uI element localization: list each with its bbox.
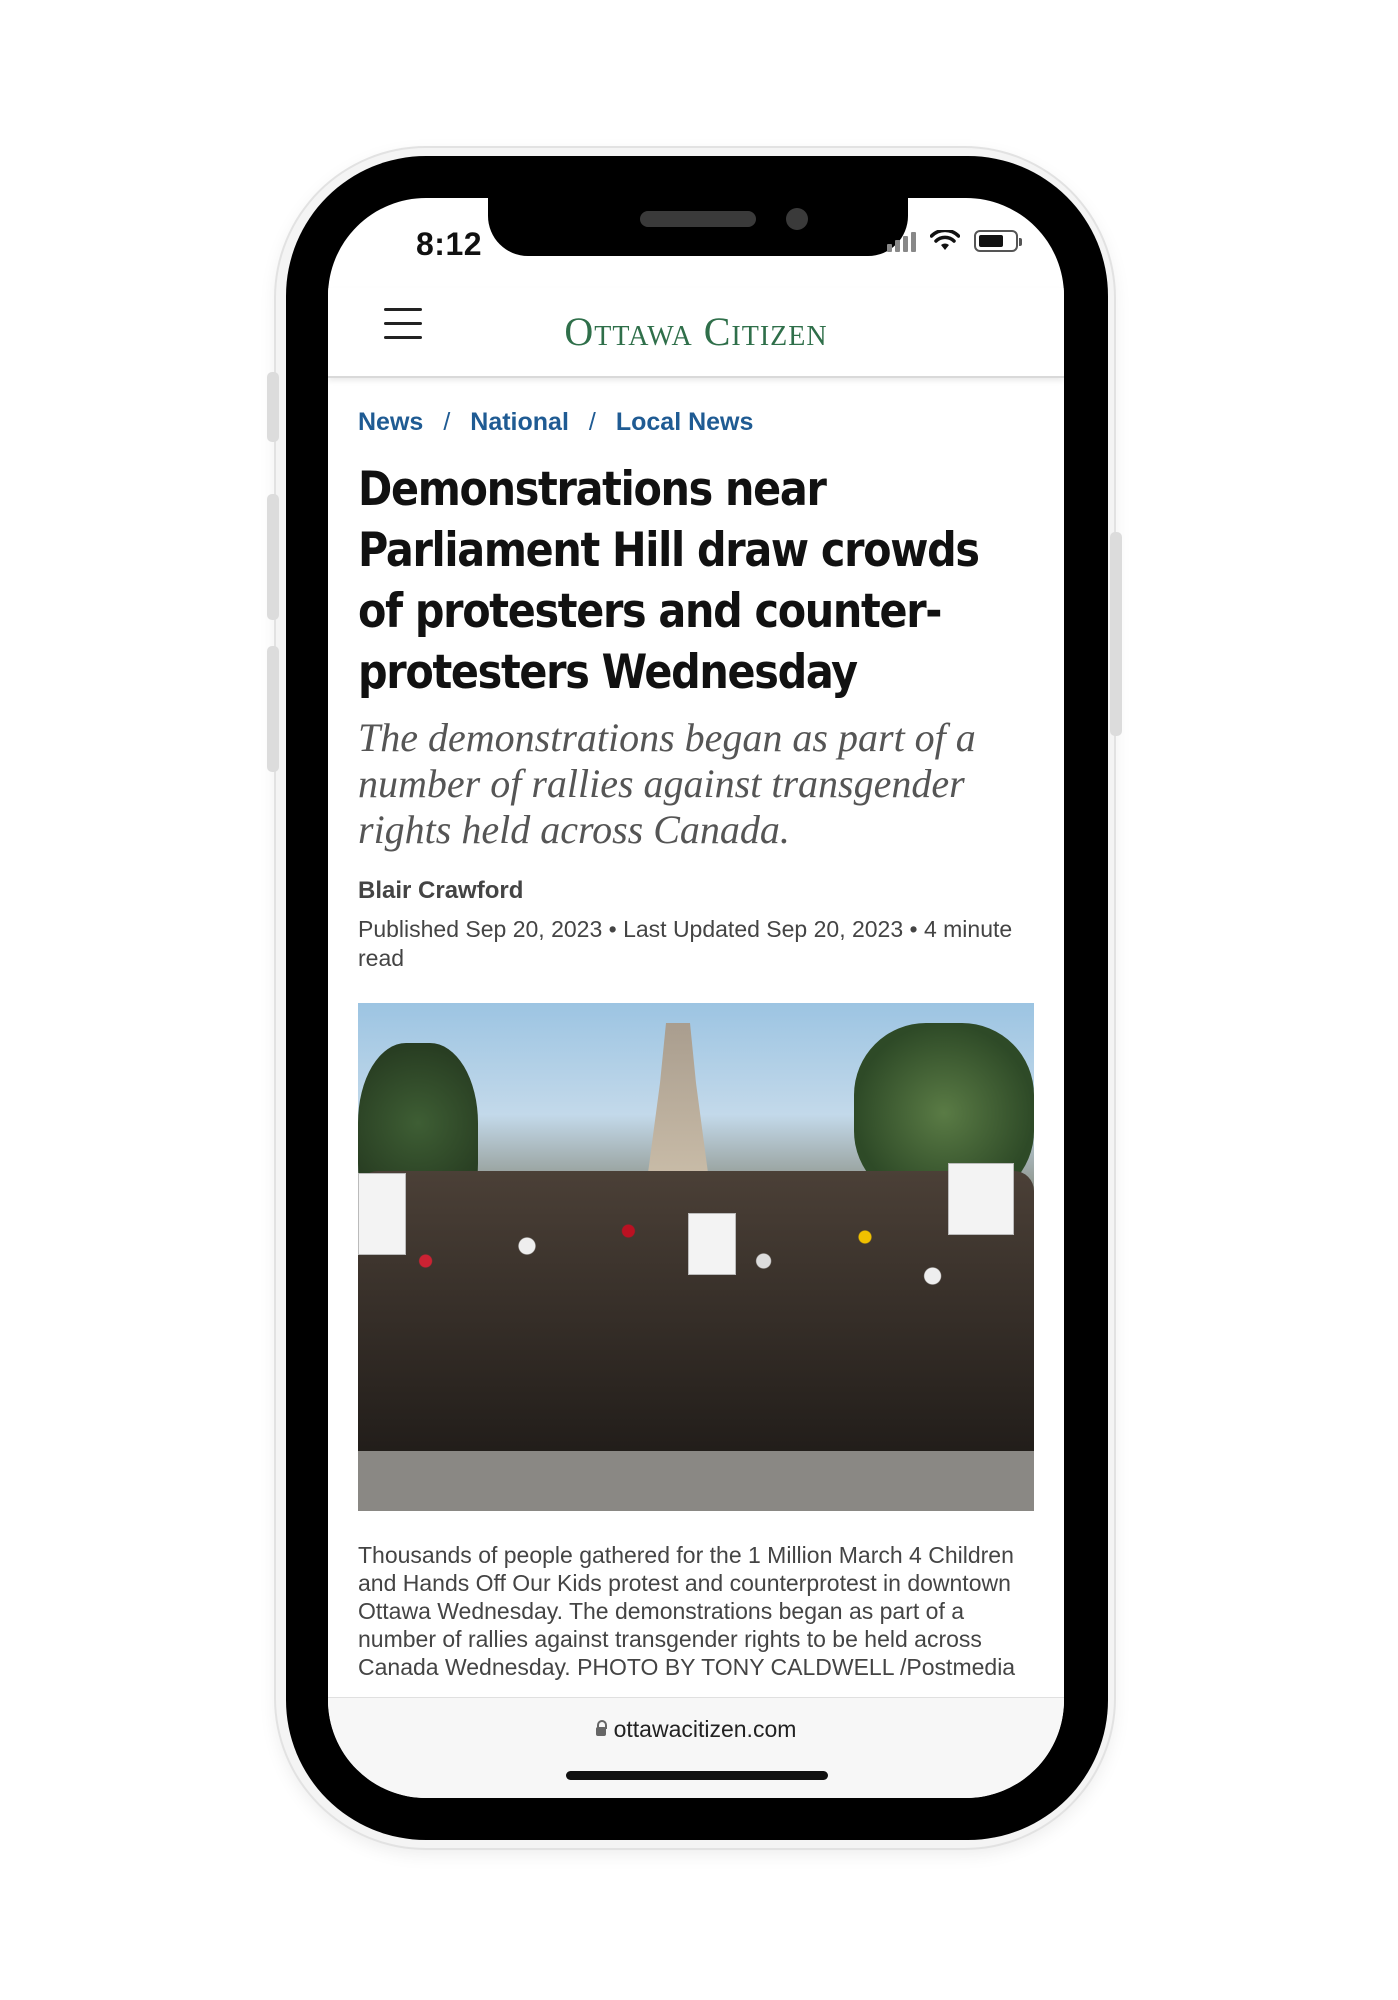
author-byline[interactable]: Blair Crawford bbox=[358, 877, 524, 904]
breadcrumb-separator: / bbox=[588, 408, 596, 436]
breadcrumb-national[interactable]: National bbox=[470, 408, 569, 436]
article-dek: The demonstrations began as part of a number of rallies against transgender rights held across Canada. bbox=[358, 715, 976, 852]
breadcrumb-local-news[interactable]: Local News bbox=[615, 408, 754, 436]
browser-url-bar[interactable] bbox=[328, 1697, 1064, 1798]
speaker-grille bbox=[640, 211, 756, 227]
power-button bbox=[1110, 532, 1122, 736]
front-camera bbox=[786, 208, 808, 230]
cellular-signal-icon bbox=[887, 230, 916, 252]
volume-up-button bbox=[267, 494, 279, 620]
site-header bbox=[328, 288, 1064, 378]
war-memorial bbox=[648, 1023, 708, 1173]
status-time: 8:12 bbox=[416, 226, 483, 262]
photo-caption: Thousands of people gathered for the 1 Million March 4 Children and Hands Off Our Kids protest and counterprotest in downtown Ottawa Wednesday. The demonstrations began as part of a number of rallies against transgender rights to be held across Canada Wednesday. PHOTO BY TONY CALDWELL /Postmedia bbox=[358, 1542, 1016, 1680]
status-icons bbox=[887, 230, 1018, 252]
notch bbox=[488, 198, 908, 256]
battery-icon bbox=[974, 230, 1018, 252]
breadcrumb-news[interactable]: News bbox=[358, 408, 424, 436]
home-indicator[interactable] bbox=[566, 1771, 828, 1780]
phone-screen bbox=[328, 198, 1064, 1798]
url-text: ottawacitizen.com bbox=[613, 1716, 797, 1742]
silent-switch bbox=[267, 372, 279, 442]
hero-photo[interactable] bbox=[358, 1003, 1034, 1511]
url-display[interactable] bbox=[328, 1716, 1064, 1743]
breadcrumb bbox=[358, 408, 1034, 437]
article-headline: Demonstrations near Parliament Hill draw crowds of protesters and counter-protesters Wednesday bbox=[358, 462, 979, 700]
lock-icon bbox=[596, 1727, 606, 1736]
article bbox=[358, 408, 1034, 1681]
article-dateline: Published Sep 20, 2023 • Last Updated Sep 20, 2023 • 4 minute read bbox=[358, 916, 1013, 971]
volume-down-button bbox=[267, 646, 279, 772]
site-logo[interactable]: Ottawa Citizen bbox=[564, 309, 828, 354]
wifi-icon bbox=[930, 230, 960, 252]
breadcrumb-separator: / bbox=[443, 408, 451, 436]
